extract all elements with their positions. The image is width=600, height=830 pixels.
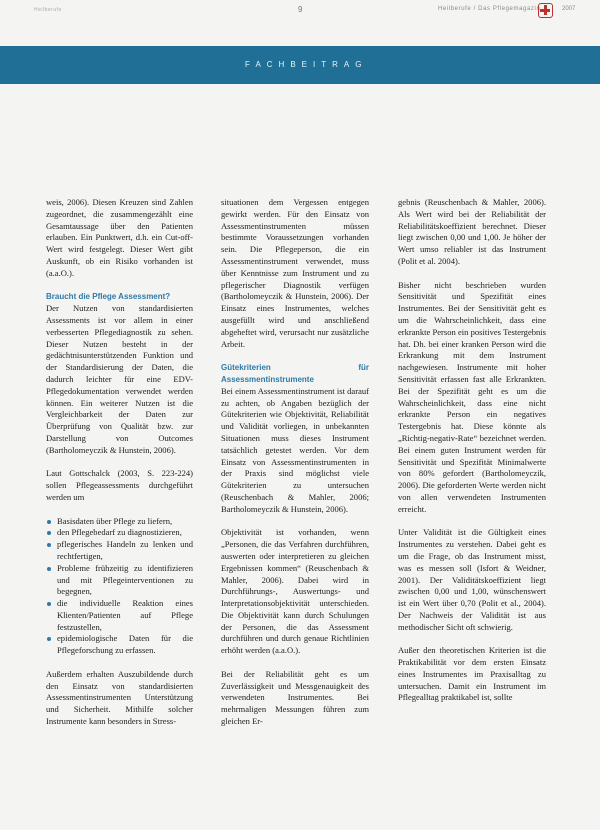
list-item: pflegerisches Handeln zu lenken und rechtfertigen,	[46, 539, 193, 563]
text-column-1	[46, 197, 193, 740]
cross-logo-icon	[538, 3, 553, 18]
list-item: den Pflegebedarf zu diagnostizieren,	[46, 527, 193, 539]
header-year: 2007	[562, 6, 576, 12]
text-column-3	[398, 197, 546, 716]
paragraph: Bisher nicht beschrieben wurden Sensitivität und Spezifität eines Instrumentes. Bei der Sensitivität geht es um die Wahrscheinlichkeit, dass eine erkrankte Person ein positives Testergebnis hat. Dh. bei einer kranken Person wird die Erkrankung mit dem Instrument nachgewiesen. Instrumente mit hoher Sensitivität erfassen fast alle Erkrankten. Bei der Spezifität geht es um die Wahrscheinlichkeit, dass eine nicht erkrankte Person ein negatives Testergebnis hat. Diese könnte als „Richtig-negativ-Rate“ bezeichnet werden. Bei einem guten Instrument werden für Sensitivität und Spezifität Minimalwerte von 80% gefordert (Bartholomeyczik, 2006). Die geforderten Werte werden nicht von allen verwendeten Instrumenten erreicht.	[398, 279, 546, 514]
list-item: Basisdaten über Pflege zu liefern,	[46, 516, 193, 528]
paragraph: Bei der Reliabilität geht es um Zuverlässigkeit und Messgenauigkeit des verwendeten Instrumentes. Bei mehrmaligen Messungen führen zum gleichen Er-	[221, 668, 369, 727]
section-heading: Gütekriterien für Assessmentinstrumente	[221, 363, 369, 384]
paragraph: gebnis (Reuschenbach & Mahler, 2006). Als Wert wird bei der Reliabilität der Reliabilitätskoeffizient berechnet. Dieser liegt zwischen 0,00 und 1,00. Je höher der Wert umso reliabler ist das Instrument (Polit et al. 2004).	[398, 197, 546, 266]
paragraph: Bei einem Assessmentinstrument ist darauf zu achten, ob Angaben bezüglich der Gütekriterien wie Objektivität, Reliabilität und Validität vorliegen, in unbekannten Situationen muss dieses Instrument tatsächlich getestet werden. Vor dem Einsatz von Assessmentinstrumenten in der Praxis sind möglichst viele Gütekriterien zu untersuchen (Reuschenbach & Mahler, 2006; Bartholomeyczik & Hunstein, 2006).	[221, 385, 369, 514]
section-title: FACHBEITRAG	[245, 60, 368, 69]
journal-name: Heilberufe / Das Pflegemagazin	[438, 6, 541, 12]
running-header	[0, 0, 600, 22]
header-left-text: Heilberufe	[34, 7, 62, 13]
paragraph: Außer den theoretischen Kriterien ist die Praktikabilität vor dem ersten Einsatz eines Instrumentes im Praxisalltag zu untersuchen. Damit ein Instrument im Pflegealltag praktikabel ist, sollte	[398, 645, 546, 703]
paragraph: Laut Gottschalck (2003, S. 223-224) sollen Pflegeassessments durchgeführt werden um	[46, 468, 193, 502]
paragraph: Unter Validität ist die Gültigkeit eines Instrumentes zu verstehen. Dabei geht es um die Frage, ob das Instrument misst, was es messen soll (Isfort & Weidner, 2001). Der Validitätskoeffizient liegt zwischen 0,00 und 1,00, wünschenswert ist ein Wert über 0,70 (Polit et al., 2004). Der Nachweis der Validität ist aus methodischer Sicht oft schwierig.	[398, 527, 546, 632]
paragraph: weis, 2006). Diesen Kreuzen sind Zahlen zugeordnet, die zusammengezählt eine Gesamtaussage über den Patienten erlauben. Ein Punktwert, d.h. ein Cut-off-Wert wird festgelegt. Dieser Wert gibt Auskunft, ob ein Risiko vorhanden ist (a.a.O.).	[46, 197, 193, 278]
paragraph: Der Nutzen von standardisierten Assessments ist vor allem in einer verbesserten Pflegediagnostik zu sehen. Dieser Nutzen besteht in der gedächtnisunterstützenden Funktion und der Standardisierung der Daten, die dadurch leichter für eine EDV-Pflegedokumentation verwendet werden können. Ein weiterer Nutzen ist die Vergleichbarkeit der Daten zur Überprüfung von Qualität bzw. zur Darstellung von Outcomes (Bartholomeyczik & Hunstein, 2006).	[46, 303, 193, 455]
page-number: 9	[298, 5, 303, 14]
bullet-list	[46, 516, 193, 658]
list-item: epidemiologische Daten für die Pflegeforschung zu erfassen.	[46, 633, 193, 657]
paragraph: situationen dem Vergessen entgegen gewirkt werden. Für den Einsatz von Assessmentinstrumenten müssen bestimmte Voraussetzungen vorhanden sein. Die Pflegeperson, die ein Assessmentinstrument verwendet, muss über Kenntnisse zum Instrument und zu pflegerischer Diagnostik verfügen (Bartholomeyczik & Hunstein, 2006). Der Einsatz eines Instrumentes, welches ausgefüllt wird und anschließend abgeheftet wird, verursacht nur zusätzliche Arbeit.	[221, 197, 369, 349]
paragraph: Objektivität ist vorhanden, wenn „Personen, die das Verfahren durchführen, auswerten oder interpretieren zu gleichen Ergebnissen kommen“ (Reuschenbach & Mahler, 2006). Dabei wird in Durchführungs-, Auswertungs- und Interpretationsobjektivität unterschieden. Die Objektivität kann durch Schulungen der Personen, die das Assessment durchführen und durch genaue Richtlinien erhöht werden (a.a.O.).	[221, 527, 369, 656]
paragraph: Außerdem erhalten Auszubildende durch den Einsatz von standardisierten Assessmentinstrumenten Unterstützung und Sicherheit. Mithilfe solcher Instrumente kann besonders in Stress-	[46, 668, 193, 727]
text-column-2	[221, 197, 369, 740]
list-item: die individuelle Reaktion eines Klienten/Patienten auf Pflege festzustellen,	[46, 598, 193, 633]
list-item: Probleme frühzeitig zu identifizieren und mit Pflegeinterventionen zu begegnen,	[46, 563, 193, 598]
section-heading: Braucht die Pflege Assessment?	[46, 292, 171, 302]
